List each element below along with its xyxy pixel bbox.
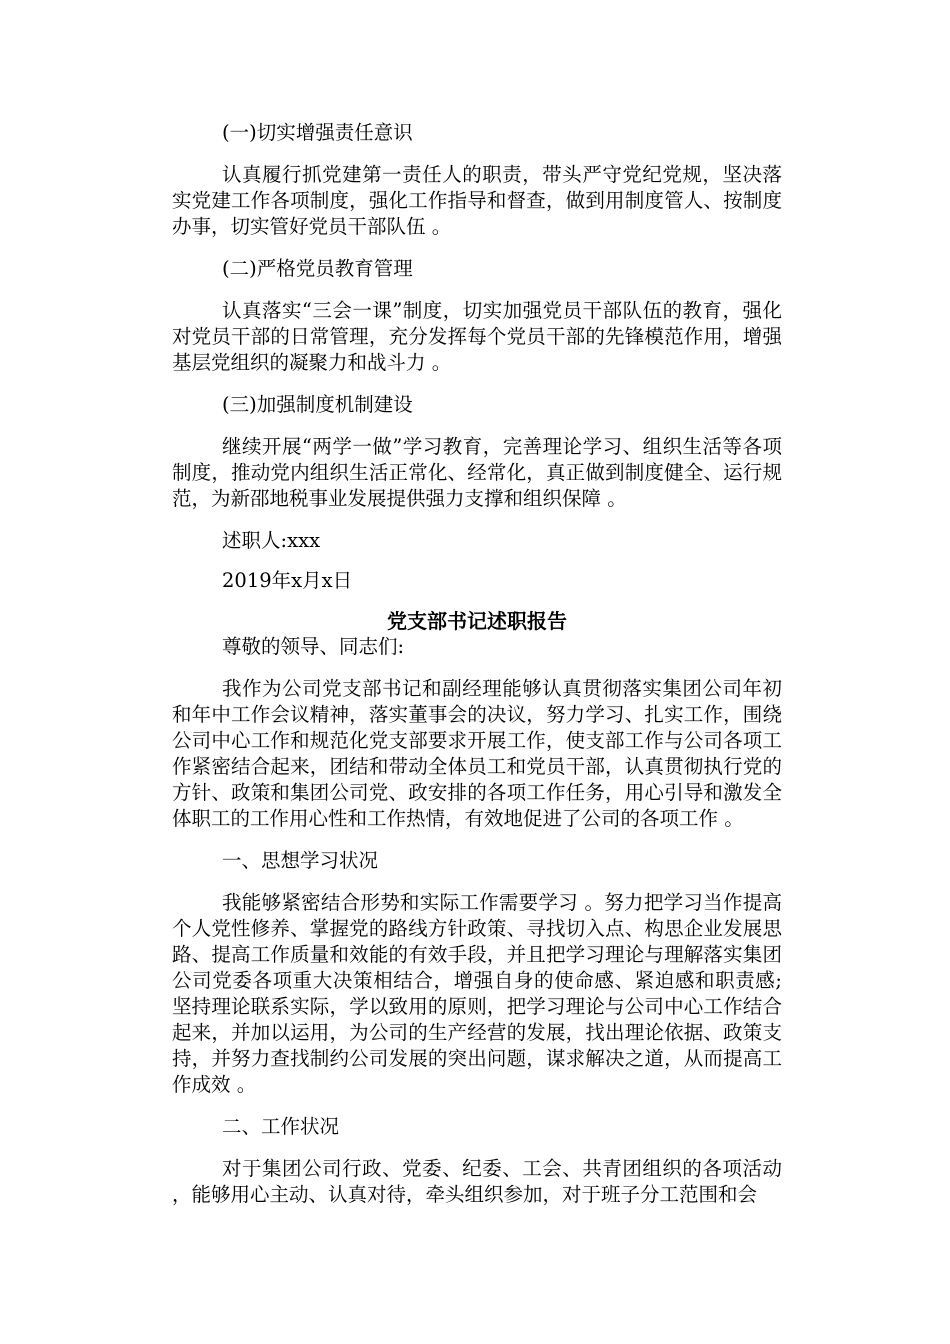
subsection-heading-2: (二)严格党员教育管理 [222,257,413,280]
report-title: 党支部书记述职报告 [387,609,567,633]
paragraph-institution: 继续开展“两学一做”学习教育，完善理论学习、组织生活等各项制度，推动党内组织生活正常化、经常化，真正做到制度健全、运行规范，为新邵地税事业发展提供强力支撑和组织保障 。 [172,435,782,510]
section-heading-work: 二、工作状况 [222,1115,340,1138]
document-body [172,120,782,1224]
paragraph-responsibility: 认真履行抓党建第一责任人的职责，带头严守党纪党规，坚决落实党建工作各项制度，强化工作指导和督查，做到用制度管人、按制度办事，切实管好党员干部队伍 。 [172,163,782,238]
paragraph-education: 认真落实“三会一课”制度，切实加强党员干部队伍的教育，强化对党员干部的日常管理，充分发挥每个党员干部的先锋模范作用，增强基层党组织的凝聚力和战斗力 。 [172,299,782,374]
paragraph-work: 对于集团公司行政、党委、纪委、工会、共青团组织的各项活动，能够用心主动、认真对待，牵头组织参加，对于班子分工范围和会 [172,1157,782,1206]
section-heading-study: 一、思想学习状况 [222,849,379,872]
subsection-heading-3: (三)加强制度机制建设 [222,393,413,416]
paragraph-intro: 我作为公司党支部书记和副经理能够认真贯彻落实集团公司年初和年中工作会议精神，落实董事会的决议，努力学习、扎实工作，围绕公司中心工作和规范化党支部要求开展工作，使支部工作与公司各项工作紧密结合起来，团结和带动全体员工和党员干部，认真贯彻执行党的方针、政策和集团公司党、政安排的各项工作任务，用心引导和激发全体职工的工作用心性和工作热情，有效地促进了公司的各项工作 。 [172,677,782,830]
greeting-line: 尊敬的领导、同志们: [222,635,405,658]
paragraph-study: 我能够紧密结合形势和实际工作需要学习 。努力把学习当作提高个人党性修养、掌握党的路线方针政策、寻找切入点、构思企业发展思路、提高工作质量和效能的有效手段，并且把学习理论与理解落实集团公司党委各项重大决策相结合，增强自身的使命感、紧迫感和职责感;坚持理论联系实际，学以致用的原则，把学习理论与公司中心工作结合起来，并加以运用，为公司的生产经营的发展，找出理论依据、政策支持，并努力查找制约公司发展的突出问题，谋求解决之道，从而提高工作成效 。 [172,891,782,1096]
subsection-heading-1: (一)切实增强责任意识 [222,121,413,144]
date-line: 2019年x月x日 [222,569,353,592]
signature-line: 述职人:xxx [222,529,321,552]
